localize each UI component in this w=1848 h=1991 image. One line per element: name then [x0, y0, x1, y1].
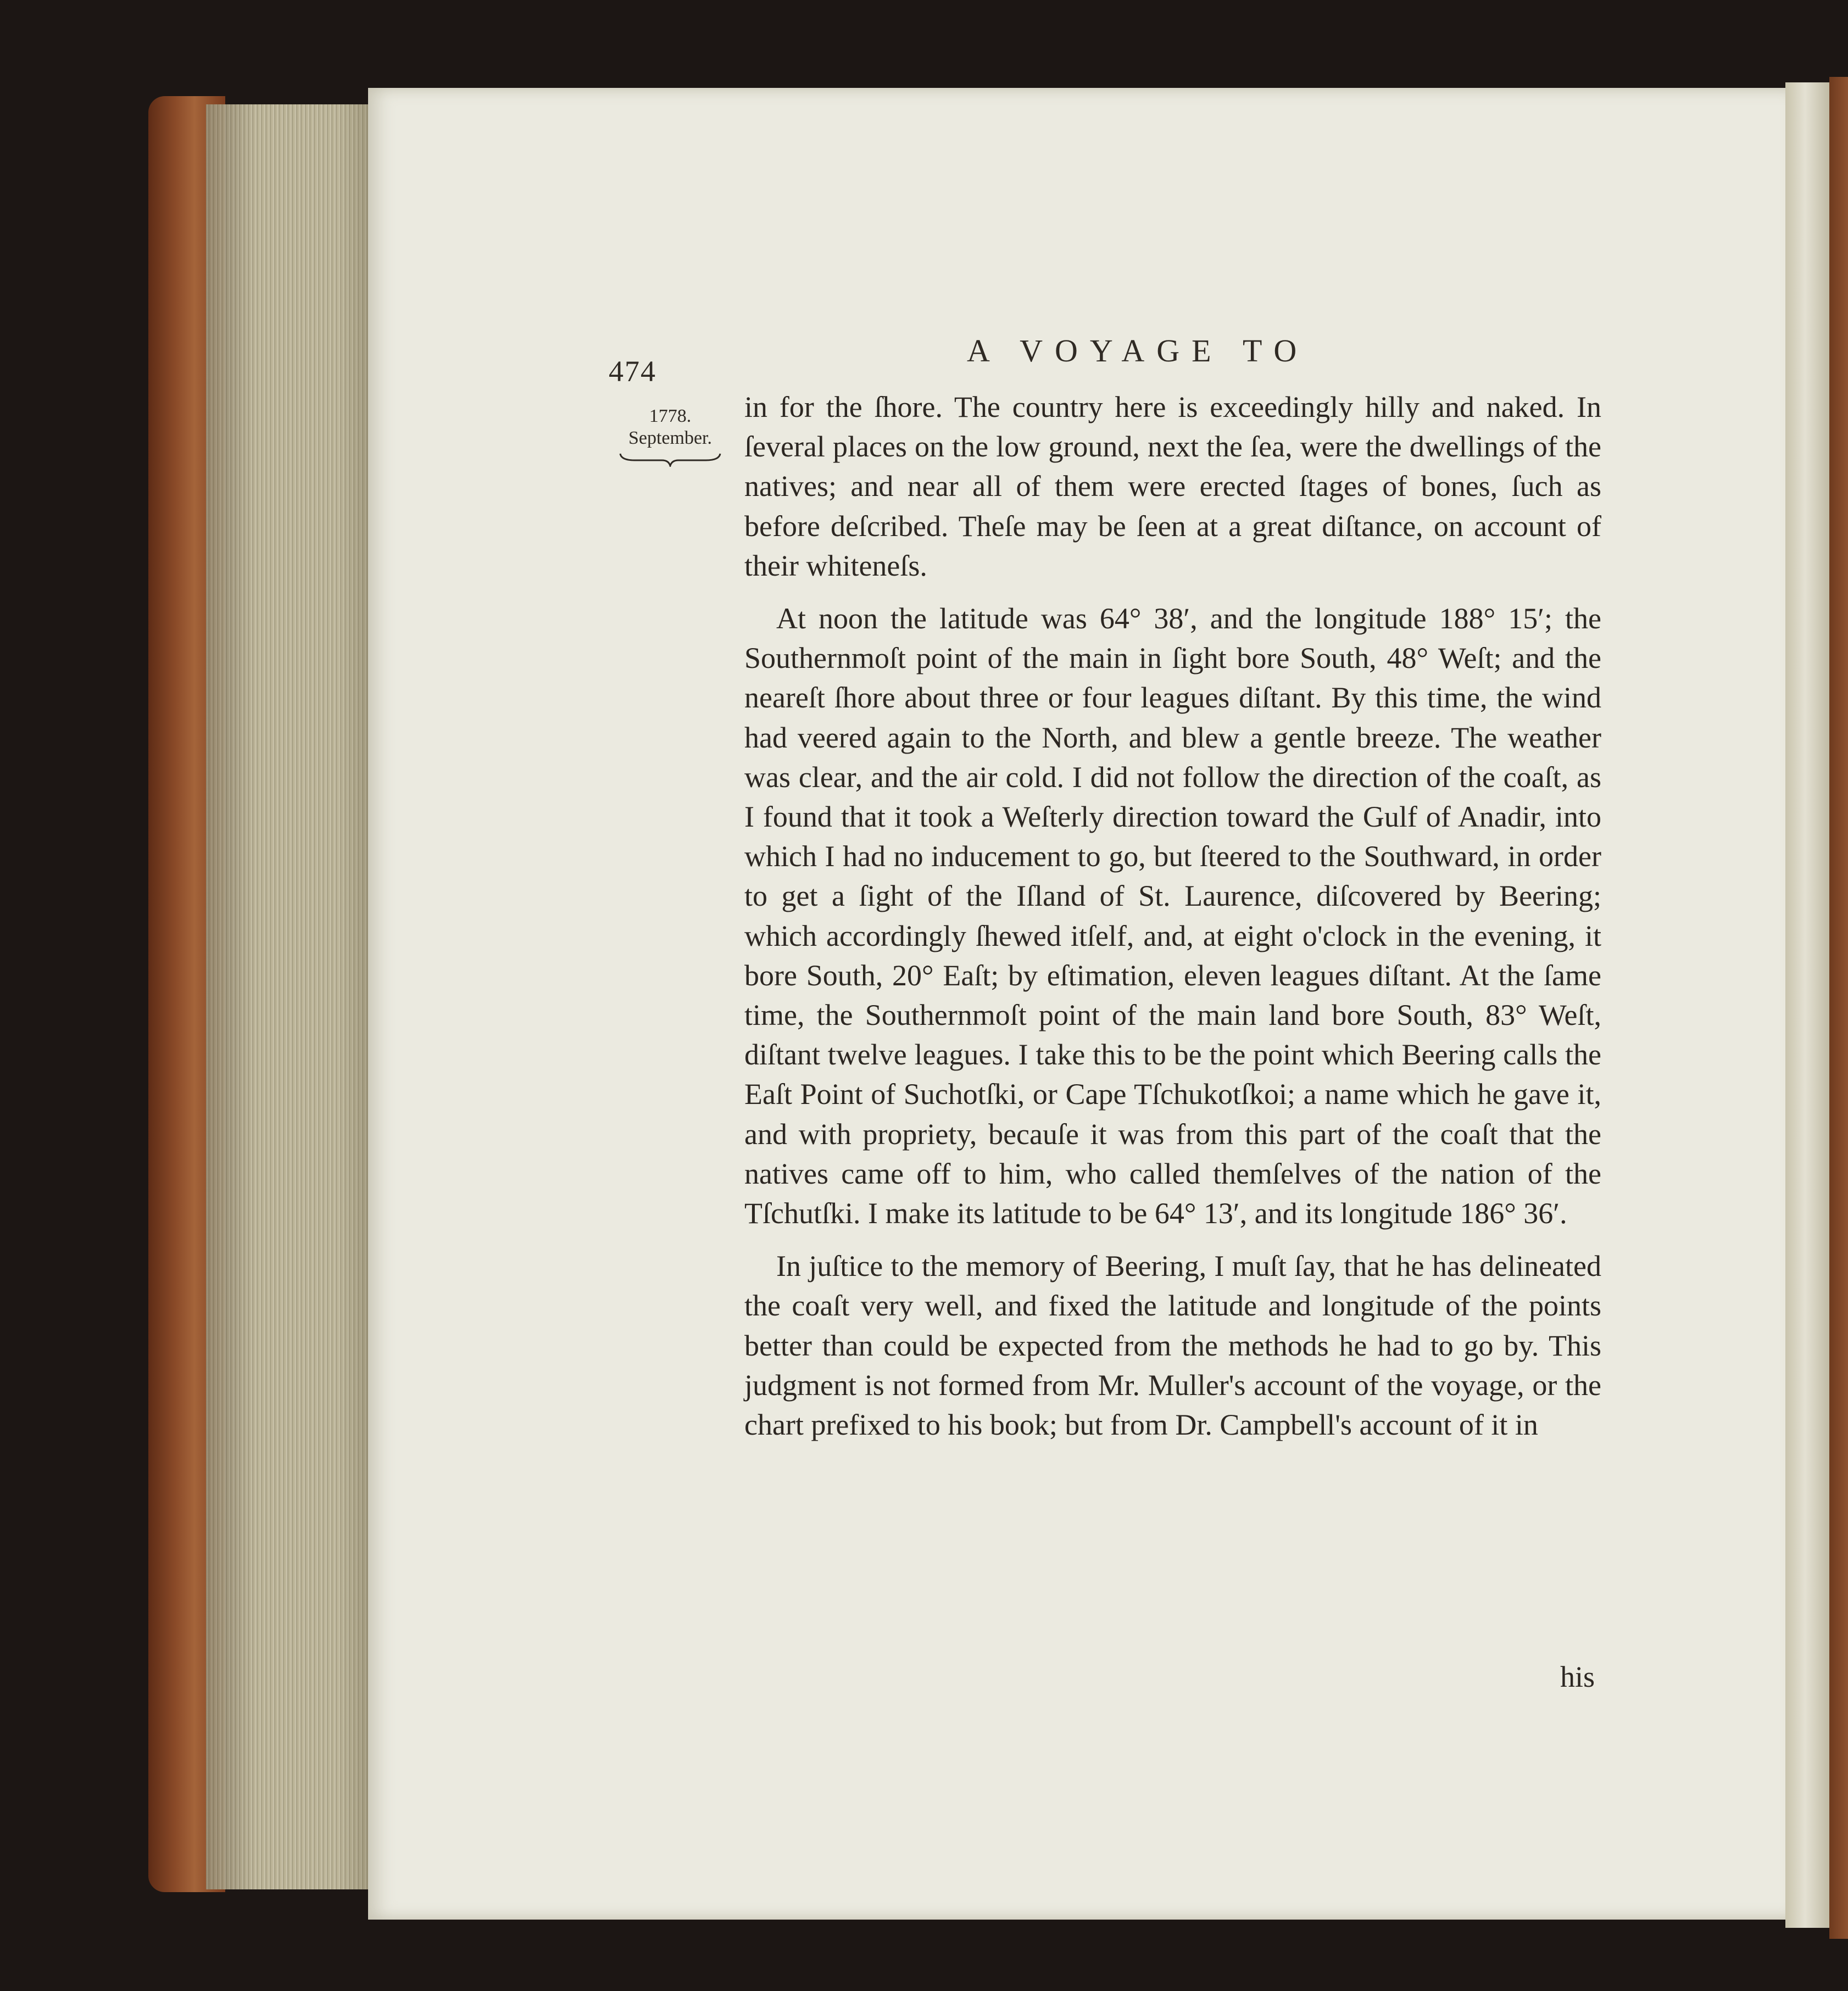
margin-note — [613, 405, 728, 467]
paragraph-2: At noon the latitude was 64° 38′, and the longitude 188° 15′; the Southernmoſt point of the main in ſight bore South, 48° Weſt; and the neareſt ſhore about three or four leagues diſtant. By this time, the wind had veered again to the North, and blew a gentle breeze. The weather was clear, and the air cold. I did not follow the direction of the coaſt, as I found that it took a Weſterly direction toward the Gulf of Anadir, into which I had no inducement to go, but ſteered to the Southward, in order to get a ſight of the Iſland of St. Laurence, diſcovered by Beering; which accordingly ſhewed itſelf, and, at eight o'clock in the evening, it bore South, 20° Eaſt; by eſtimation, eleven leagues diſtant. At the ſame time, the Southernmoſt point of the main land bore South, 83° Weſt, diſtant twelve leagues. I take this to be the point which Beering calls the Eaſt Point of Suchotſki, or Cape Tſchukotſkoi; a name which he gave it, and with propriety, becauſe it was from this part of the coaſt that the natives came off to him, who called themſelves of the nation of the Tſchutſki. I make its latitude to be 64° 13′, and its longitude 186° 36′. — [744, 602, 1601, 1230]
paragraph-1: in for the ſhore. The country here is exceedingly hilly and naked. In ſeveral places on the low ground, next the ſea, were the dwellings of the natives; and near all of them were erected ſtages of bones, ſuch as before deſcribed. Theſe may be ſeen at a great diſtance, on account of their whiteneſs. — [744, 391, 1601, 582]
facing-page-edge — [1785, 82, 1835, 1928]
margin-month: September. — [628, 428, 713, 448]
brace-icon — [618, 451, 722, 467]
page-number: 474 — [609, 355, 656, 388]
running-head: A VOYAGE TO — [967, 333, 1309, 369]
catchword: his — [1560, 1660, 1595, 1693]
book-cover-right — [1829, 77, 1848, 1939]
page-edges — [206, 104, 371, 1889]
margin-year: 1778. — [649, 406, 692, 426]
paragraph-3: In juſtice to the memory of Beering, I muſt ſay, that he has delineated the coaſt very well, and fixed the latitude and longitude of the points better than could be expected from the methods he had to go by. This judgment is not formed from Mr. Muller's account of the voyage, or the chart prefixed to his book; but from Dr. Campbell's account of it in — [744, 1250, 1601, 1442]
body-text — [744, 387, 1601, 1445]
